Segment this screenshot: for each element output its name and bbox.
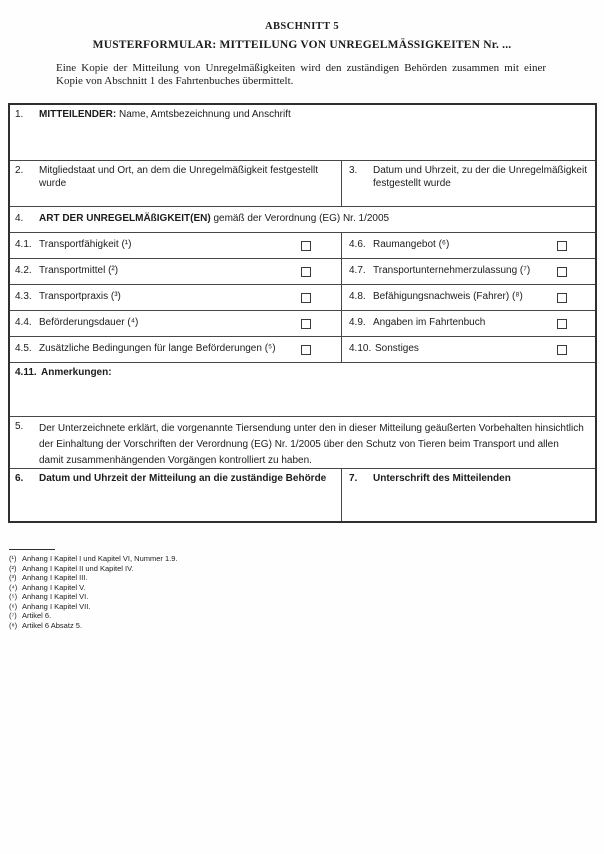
item-4-label: ART DER UNREGELMÄßIGKEIT(EN) gemäß der Verordnung (EG) Nr. 1/2005 <box>39 213 390 225</box>
field-signature <box>342 469 595 521</box>
item-4-10-label: Sonstiges <box>375 343 419 355</box>
row-4-5-4-10 <box>10 337 595 363</box>
item-4-8-label: Befähigungsnachweis (Fahrer) (⁸) <box>373 291 523 303</box>
item-4-5-label: Zusätzliche Bedingungen für lange Beförderungen (⁵) <box>39 343 276 355</box>
item-7-label: Unterschrift des Mitteilenden <box>373 473 511 484</box>
item-4-11-label: Anmerkungen: <box>41 367 112 378</box>
row-6-7 <box>10 469 595 521</box>
section-heading: ABSCHNITT 5 <box>265 21 339 32</box>
item-4-8-number: 4.8. <box>349 291 366 303</box>
checkbox-4-4[interactable] <box>301 319 311 329</box>
item-4-1-label: Transportfähigkeit (¹) <box>39 239 132 251</box>
item-4-5-number: 4.5. <box>15 343 32 355</box>
checklist-item-4-8 <box>342 285 595 310</box>
item-2-label: Mitgliedstaat und Ort, an dem die Unregelmäßigkeit festgestellt wurde <box>39 165 319 189</box>
footnote-3: (³) Anhang I Kapitel III. <box>9 573 88 582</box>
checklist-item-4-9 <box>342 311 595 336</box>
row-4-11-anmerkungen <box>10 363 595 417</box>
checklist-item-4-1 <box>10 233 342 258</box>
checkbox-4-2[interactable] <box>301 267 311 277</box>
footnote-5: (⁵) Anhang I Kapitel VI. <box>9 592 89 601</box>
item-3-number: 3. <box>349 165 358 176</box>
checklist-item-4-6 <box>342 233 595 258</box>
row-5-declaration <box>10 417 595 469</box>
item-4-7-label: Transportunternehmerzulassung (⁷) <box>373 265 531 277</box>
item-5-number: 5. <box>15 421 24 432</box>
row-4-1-4-6 <box>10 233 595 259</box>
intro-paragraph: Eine Kopie der Mitteilung von Unregelmäßigkeiten wird den zuständigen Behörden zusammen mit einer Kopie von Abschnitt 1 des Fahrtenbuches übermittelt. <box>56 62 546 87</box>
checklist-item-4-7 <box>342 259 595 284</box>
checkbox-4-10[interactable] <box>557 345 567 355</box>
row-4-2-4-7 <box>10 259 595 285</box>
item-4-number: 4. <box>15 213 24 225</box>
field-date-time-detected <box>342 161 595 206</box>
row-4-3-4-8 <box>10 285 595 311</box>
footnote-6: (⁶) Anhang I Kapitel VII. <box>9 601 91 611</box>
item-4-2-label: Transportmittel (²) <box>39 265 119 277</box>
checklist-item-4-10 <box>342 337 595 362</box>
footnote-list <box>9 554 178 630</box>
item-4-2-number: 4.2. <box>15 265 32 277</box>
footnote-7: (⁷) Artikel 6. <box>9 611 52 620</box>
checkbox-4-3[interactable] <box>301 293 311 303</box>
item-4-11-number: 4.11. <box>15 367 37 378</box>
item-4-9-number: 4.9. <box>349 317 366 329</box>
item-4-3-number: 4.3. <box>15 291 32 303</box>
footnote-4: (⁴) Anhang I Kapitel V. <box>9 582 86 592</box>
row-4-header <box>10 207 595 233</box>
footnote-1: (¹) Anhang I Kapitel I und Kapitel VI, Nummer 1.9. <box>9 554 178 563</box>
field-member-state <box>10 161 342 206</box>
row-4-4-4-9 <box>10 311 595 337</box>
checkbox-4-9[interactable] <box>557 319 567 329</box>
form-title: MUSTERFORMULAR: MITTEILUNG VON UNREGELMÄSSIGKEITEN Nr. ... <box>92 39 512 51</box>
field-notification-date-time <box>10 469 342 521</box>
checkbox-4-8[interactable] <box>557 293 567 303</box>
item-4-3-label: Transportpraxis (³) <box>39 291 121 303</box>
checklist-item-4-2 <box>10 259 342 284</box>
item-4-9-label: Angaben im Fahrtenbuch <box>373 317 486 329</box>
item-6-number: 6. <box>15 473 24 484</box>
declaration-text: Der Unterzeichnete erklärt, die vorgenannte Tiersendung unter den in dieser Mitteilung geäußerten Vorbehalten hinsichtlich der Einhaltung der Vorschriften der Verordnung (EG) Nr. 1/2005 über den Schutz von Tieren beim Transport und allen damit zusammenhängenden Vorgängen kontrolliert zu haben. <box>39 423 584 466</box>
item-2-number: 2. <box>15 165 24 176</box>
item-1-label: MITTEILENDER: Name, Amtsbezeichnung und Anschrift <box>39 109 291 120</box>
checklist-item-4-3 <box>10 285 342 310</box>
checkbox-4-6[interactable] <box>557 241 567 251</box>
item-4-6-number: 4.6. <box>349 239 366 251</box>
checkbox-4-1[interactable] <box>301 241 311 251</box>
item-6-label: Datum und Uhrzeit der Mitteilung an die zuständige Behörde <box>39 473 327 484</box>
checkbox-4-5[interactable] <box>301 345 311 355</box>
checklist-item-4-4 <box>10 311 342 336</box>
footnote-8: (⁸) Artikel 6 Absatz 5. <box>9 620 83 630</box>
item-1-number: 1. <box>15 109 24 120</box>
footnote-divider <box>9 549 55 550</box>
form-table <box>8 103 597 523</box>
item-4-4-number: 4.4. <box>15 317 32 329</box>
checkbox-4-7[interactable] <box>557 267 567 277</box>
footnote-2: (²) Anhang I Kapitel II und Kapitel IV. <box>9 563 134 573</box>
row-1-mitteilender <box>10 105 595 161</box>
item-4-4-label: Beförderungsdauer (⁴) <box>39 317 139 329</box>
row-2-3 <box>10 161 595 207</box>
item-7-number: 7. <box>349 473 358 484</box>
item-4-10-number: 4.10. <box>349 343 372 355</box>
item-4-1-number: 4.1. <box>15 239 32 251</box>
item-4-6-label: Raumangebot (⁶) <box>373 239 450 251</box>
checklist-item-4-5 <box>10 337 342 362</box>
item-4-7-number: 4.7. <box>349 265 366 277</box>
item-3-label: Datum und Uhrzeit, zu der die Unregelmäßigkeit festgestellt wurde <box>373 165 587 189</box>
